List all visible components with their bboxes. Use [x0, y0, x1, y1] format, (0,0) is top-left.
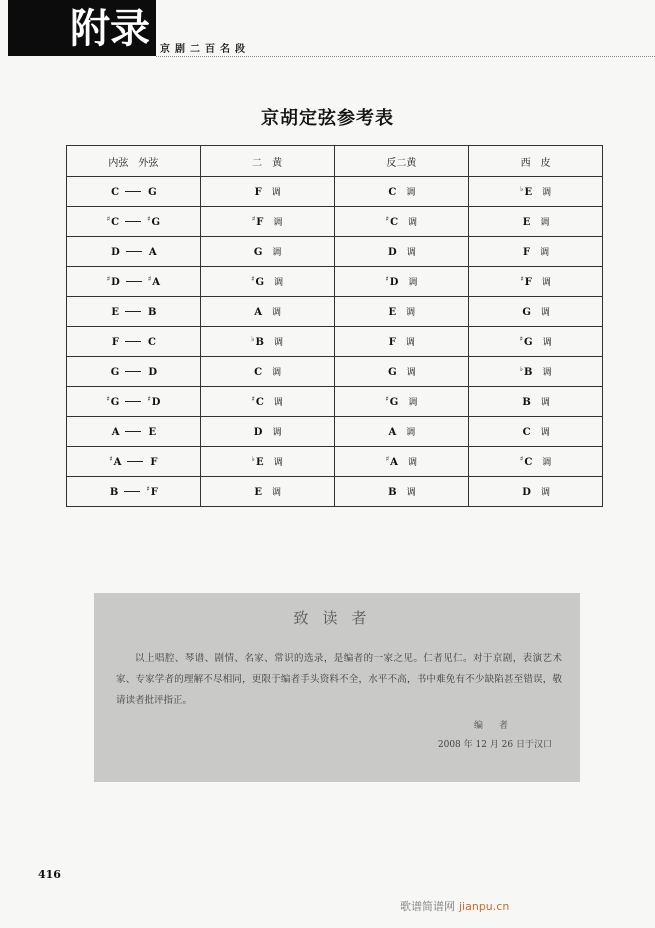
cell-erhuang [200, 417, 334, 447]
key-suffix: 调 [272, 248, 282, 258]
cell-erhuang [200, 297, 334, 327]
key-suffix: 调 [540, 248, 550, 258]
cell-strings [67, 387, 201, 417]
section-title: 附录 [70, 5, 150, 52]
cell-strings [67, 357, 201, 387]
cell-fanerhuang [334, 207, 469, 237]
table-body [67, 177, 603, 507]
note-letter: C [111, 217, 120, 228]
key-suffix: 调 [406, 368, 416, 378]
dash-separator [125, 431, 141, 432]
tuning-reference-table [66, 145, 603, 507]
key-suffix: 调 [406, 248, 416, 258]
key-suffix: 调 [406, 188, 416, 198]
table-row [67, 177, 603, 207]
note-letter: F [150, 487, 158, 498]
cell-erhuang [200, 207, 334, 237]
note-letter: E [522, 217, 531, 228]
table-title: 京胡定弦参考表 [261, 108, 394, 129]
table-row [67, 477, 603, 507]
cell-strings [67, 267, 201, 297]
watermark-cn: 歌谱简谱网 [400, 900, 455, 913]
key-suffix: 调 [273, 458, 283, 468]
dash-separator [125, 191, 141, 192]
cell-xipi [469, 237, 603, 267]
note-letter: B [255, 337, 264, 348]
cell-xipi [469, 417, 603, 447]
cell-strings [67, 237, 201, 267]
note-letter: A [148, 247, 157, 258]
accidental-mark: ♯ [385, 215, 390, 223]
key-suffix: 调 [272, 368, 282, 378]
accidental-mark: ♯ [385, 455, 390, 463]
cell-fanerhuang [334, 477, 469, 507]
accidental-mark: ♯ [147, 395, 151, 403]
accidental-mark: ♯ [520, 275, 524, 283]
key-suffix: 调 [406, 428, 416, 438]
note-letter: F [523, 247, 531, 258]
dash-separator [125, 341, 141, 342]
note-letter: G [253, 247, 263, 258]
key-suffix: 调 [406, 488, 416, 498]
note-letter: B [147, 307, 157, 318]
accidental-mark: ♯ [106, 275, 111, 283]
note-letter: G [110, 397, 120, 408]
note-letter: B [388, 487, 397, 498]
note-letter: D [111, 277, 120, 288]
book-title: 京剧二百名段 [160, 44, 250, 55]
accidental-mark: ♯ [146, 485, 150, 493]
note-letter: F [254, 187, 262, 198]
note-letter: A [152, 277, 160, 288]
note-letter: G [522, 307, 531, 318]
note-letter: A [254, 307, 262, 318]
dash-separator [127, 461, 143, 462]
note-letter: C [522, 427, 531, 438]
cell-erhuang [200, 387, 334, 417]
table-row [67, 237, 603, 267]
key-suffix: 调 [405, 338, 415, 348]
note-letter: G [389, 397, 399, 408]
key-suffix: 调 [274, 278, 284, 288]
watermark [400, 898, 509, 914]
key-suffix: 调 [540, 218, 550, 228]
cell-fanerhuang [334, 267, 469, 297]
note-letter: C [254, 367, 263, 378]
cell-xipi [469, 297, 603, 327]
cell-erhuang [200, 267, 334, 297]
cell-xipi [469, 357, 603, 387]
accidental-mark: ♯ [385, 275, 389, 283]
key-suffix: 调 [271, 188, 281, 198]
note-letter: E [524, 187, 533, 198]
key-suffix: 调 [273, 398, 283, 408]
cell-strings [67, 177, 201, 207]
cell-xipi [469, 387, 603, 417]
column-header-fanerhuang: 反二黄 [334, 146, 469, 177]
note-letter: D [388, 247, 397, 258]
note-letter: C [524, 457, 533, 468]
cell-erhuang [200, 327, 334, 357]
cell-fanerhuang [334, 297, 469, 327]
accidental-mark: ♯ [251, 215, 256, 223]
cell-fanerhuang [334, 327, 469, 357]
note-letter: G [388, 367, 397, 378]
key-suffix: 调 [542, 458, 552, 468]
note-letter: D [522, 487, 531, 498]
cell-strings [67, 447, 201, 477]
key-suffix: 调 [271, 488, 281, 498]
table-row [67, 447, 603, 477]
column-header-erhuang: 二 黄 [200, 146, 334, 177]
table-row [67, 357, 603, 387]
cell-xipi [469, 267, 603, 297]
cell-erhuang [200, 237, 334, 267]
key-suffix: 调 [408, 218, 418, 228]
cell-xipi [469, 447, 603, 477]
note-date: 2008 年 12 月 26 日于汉口 [437, 740, 552, 750]
accidental-mark: ♯ [106, 395, 110, 403]
cell-xipi [469, 327, 603, 357]
note-signature: 编者 [474, 721, 525, 731]
note-to-readers-box [94, 593, 580, 782]
key-suffix: 调 [540, 398, 550, 408]
dash-separator [126, 281, 142, 282]
cell-erhuang [200, 357, 334, 387]
note-title: 致读者 [293, 609, 381, 627]
cell-fanerhuang [334, 447, 469, 477]
note-body: 以上唱腔、琴谱、剧情、名家、常识的选录，是编者的一家之见。仁者见仁。对于京剧，表演艺术家、专家学者的理解不尽相同，更限于编者手头资料不全，水平不高，书中难免有不少缺陷甚至错误，敬请读者批评指正。 [116, 653, 562, 706]
key-suffix: 调 [407, 458, 417, 468]
cell-erhuang [200, 477, 334, 507]
table-row [67, 417, 603, 447]
note-letter: C [147, 337, 156, 348]
dash-separator [125, 221, 141, 222]
accidental-mark: ♯ [106, 215, 111, 223]
cell-fanerhuang [334, 177, 469, 207]
accidental-mark: ♭ [519, 365, 524, 373]
section-header-block [8, 0, 156, 56]
dash-separator [125, 311, 141, 312]
key-suffix: 调 [542, 338, 552, 348]
note-letter: D [148, 367, 157, 378]
note-letter: C [111, 187, 120, 198]
note-letter: A [111, 427, 120, 438]
note-letter: F [524, 277, 532, 288]
note-letter: F [150, 457, 158, 468]
table-row [67, 387, 603, 417]
note-letter: E [255, 457, 264, 468]
dash-separator [125, 371, 141, 372]
note-letter: D [111, 247, 120, 258]
note-letter: F [111, 337, 119, 348]
note-letter: C [390, 217, 399, 228]
note-letter: D [151, 397, 161, 408]
table-row [67, 267, 603, 297]
dash-separator [125, 401, 141, 402]
note-letter: F [388, 337, 396, 348]
table-row [67, 327, 603, 357]
note-letter: G [110, 367, 120, 378]
note-letter: C [388, 187, 397, 198]
note-letter: B [524, 367, 533, 378]
key-suffix: 调 [272, 308, 282, 318]
key-suffix: 调 [540, 308, 550, 318]
header-dotted-rule [156, 56, 655, 57]
accidental-mark: ♯ [385, 395, 389, 403]
accidental-mark: ♯ [519, 455, 524, 463]
cell-xipi [469, 177, 603, 207]
accidental-mark: ♯ [251, 395, 255, 403]
cell-erhuang [200, 177, 334, 207]
note-letter: D [389, 277, 399, 288]
accidental-mark: ♭ [251, 335, 255, 343]
note-letter: E [148, 427, 157, 438]
key-suffix: 调 [408, 398, 418, 408]
accidental-mark: ♯ [147, 275, 152, 283]
cell-strings [67, 327, 201, 357]
accidental-mark: ♯ [251, 275, 255, 283]
cell-xipi [469, 207, 603, 237]
cell-fanerhuang [334, 237, 469, 267]
accidental-mark: ♯ [147, 215, 151, 223]
table-row [67, 297, 603, 327]
key-suffix: 调 [273, 218, 283, 228]
note-letter: G [255, 277, 265, 288]
note-letter: F [256, 217, 264, 228]
note-letter: G [148, 187, 157, 198]
note-letter: D [253, 427, 263, 438]
dash-separator [124, 491, 140, 492]
note-letter: E [254, 487, 262, 498]
note-letter: B [109, 487, 119, 498]
key-suffix: 调 [274, 338, 284, 348]
table-row [67, 207, 603, 237]
cell-strings [67, 477, 201, 507]
note-letter: G [524, 337, 533, 348]
key-suffix: 调 [542, 188, 552, 198]
column-header-xipi: 西 皮 [469, 146, 603, 177]
cell-strings [67, 417, 201, 447]
cell-strings [67, 297, 201, 327]
note-letter: A [388, 427, 397, 438]
note-letter: E [111, 307, 119, 318]
column-header-strings: 内弦 外弦 [67, 146, 201, 177]
cell-fanerhuang [334, 417, 469, 447]
note-letter: A [390, 457, 398, 468]
accidental-mark: ♭ [251, 455, 255, 463]
key-suffix: 调 [272, 428, 282, 438]
note-letter: A [113, 457, 122, 468]
key-suffix: 调 [542, 368, 552, 378]
table-header-row [67, 146, 603, 177]
cell-fanerhuang [334, 357, 469, 387]
key-suffix: 调 [408, 278, 418, 288]
page-number: 416 [38, 868, 61, 881]
watermark-en: jianpu.cn [459, 900, 510, 913]
cell-erhuang [200, 447, 334, 477]
note-letter: G [151, 217, 161, 228]
note-letter: C [255, 397, 264, 408]
cell-strings [67, 207, 201, 237]
key-suffix: 调 [540, 428, 550, 438]
dash-separator [126, 251, 142, 252]
accidental-mark: ♯ [519, 335, 524, 343]
key-suffix: 调 [406, 308, 416, 318]
cell-fanerhuang [334, 387, 469, 417]
key-suffix: 调 [541, 278, 551, 288]
accidental-mark: ♯ [109, 455, 113, 463]
key-suffix: 调 [540, 488, 550, 498]
accidental-mark: ♭ [520, 185, 524, 193]
note-letter: E [388, 307, 397, 318]
cell-xipi [469, 477, 603, 507]
note-letter: B [522, 397, 531, 408]
